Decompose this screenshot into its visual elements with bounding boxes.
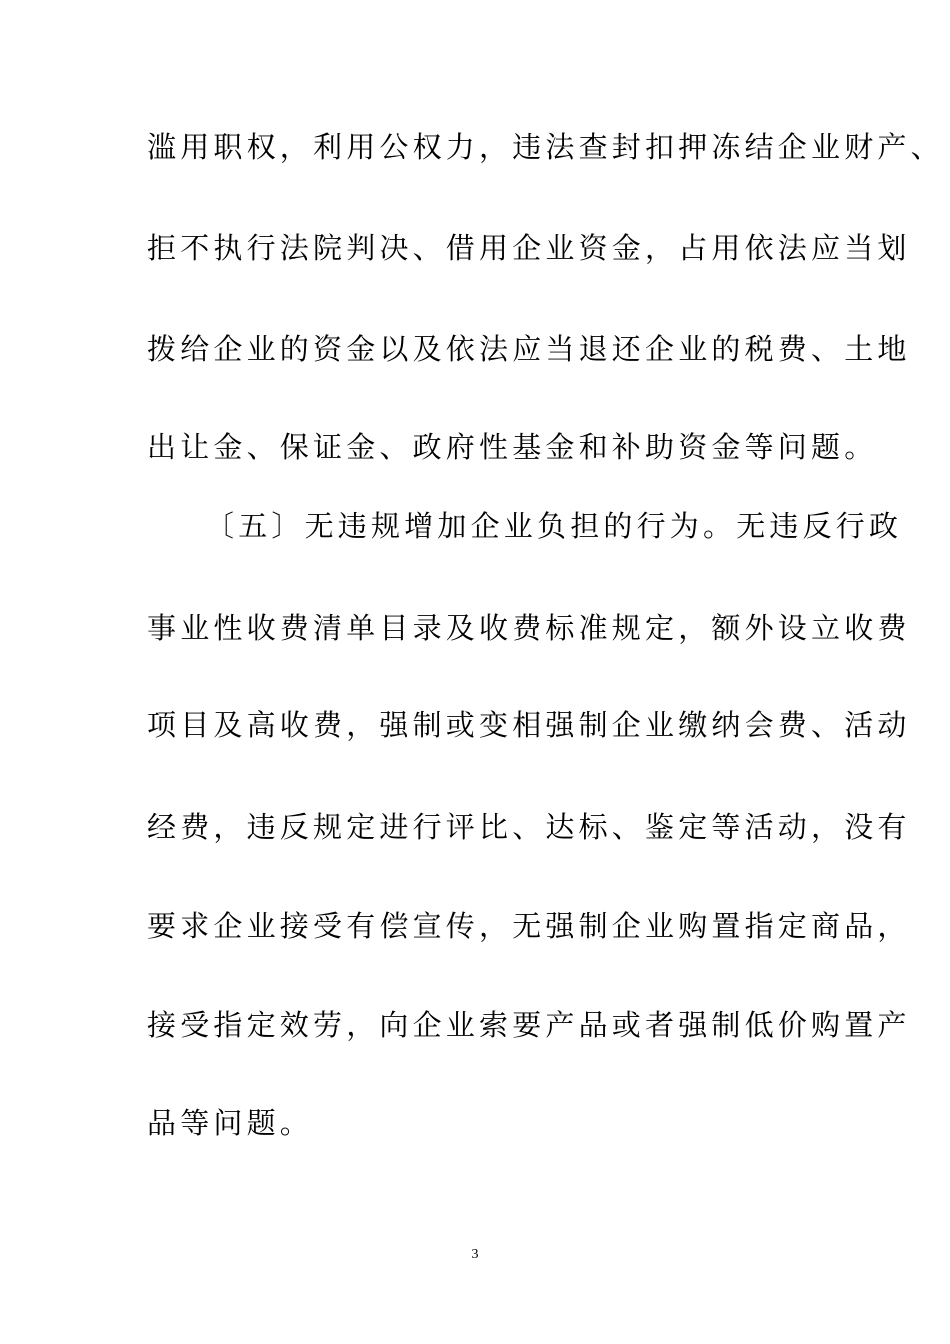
paragraph-line: 出让金、保证金、政府性基金和补助资金等问题。 [147,430,878,464]
paragraph-line: 滥用职权，利用公权力，违法查封扣押冻结企业财产、 [147,130,944,164]
paragraph-line: 品等问题。 [147,1106,314,1140]
paragraph-line: 接受指定效劳，向企业索要产品或者强制低价购置产 [147,1008,911,1042]
paragraph-line: 拒不执行法院判决、借用企业资金，占用依法应当划 [147,231,911,265]
page-number: 3 [471,1247,479,1262]
paragraph-line: 要求企业接受有偿宣传，无强制企业购置指定商品， [147,909,911,943]
paragraph-line: 拨给企业的资金以及依法应当退还企业的税费、土地 [147,332,911,366]
paragraph-line: 〔五〕无违规增加企业负担的行为。无违反行政 [205,509,903,543]
paragraph-line: 经费，违反规定进行评比、达标、鉴定等活动，没有 [147,810,911,844]
paragraph-line: 项目及高收费，强制或变相强制企业缴纳会费、活动 [147,708,911,742]
paragraph-line: 事业性收费清单目录及收费标准规定，额外设立收费 [147,611,911,645]
